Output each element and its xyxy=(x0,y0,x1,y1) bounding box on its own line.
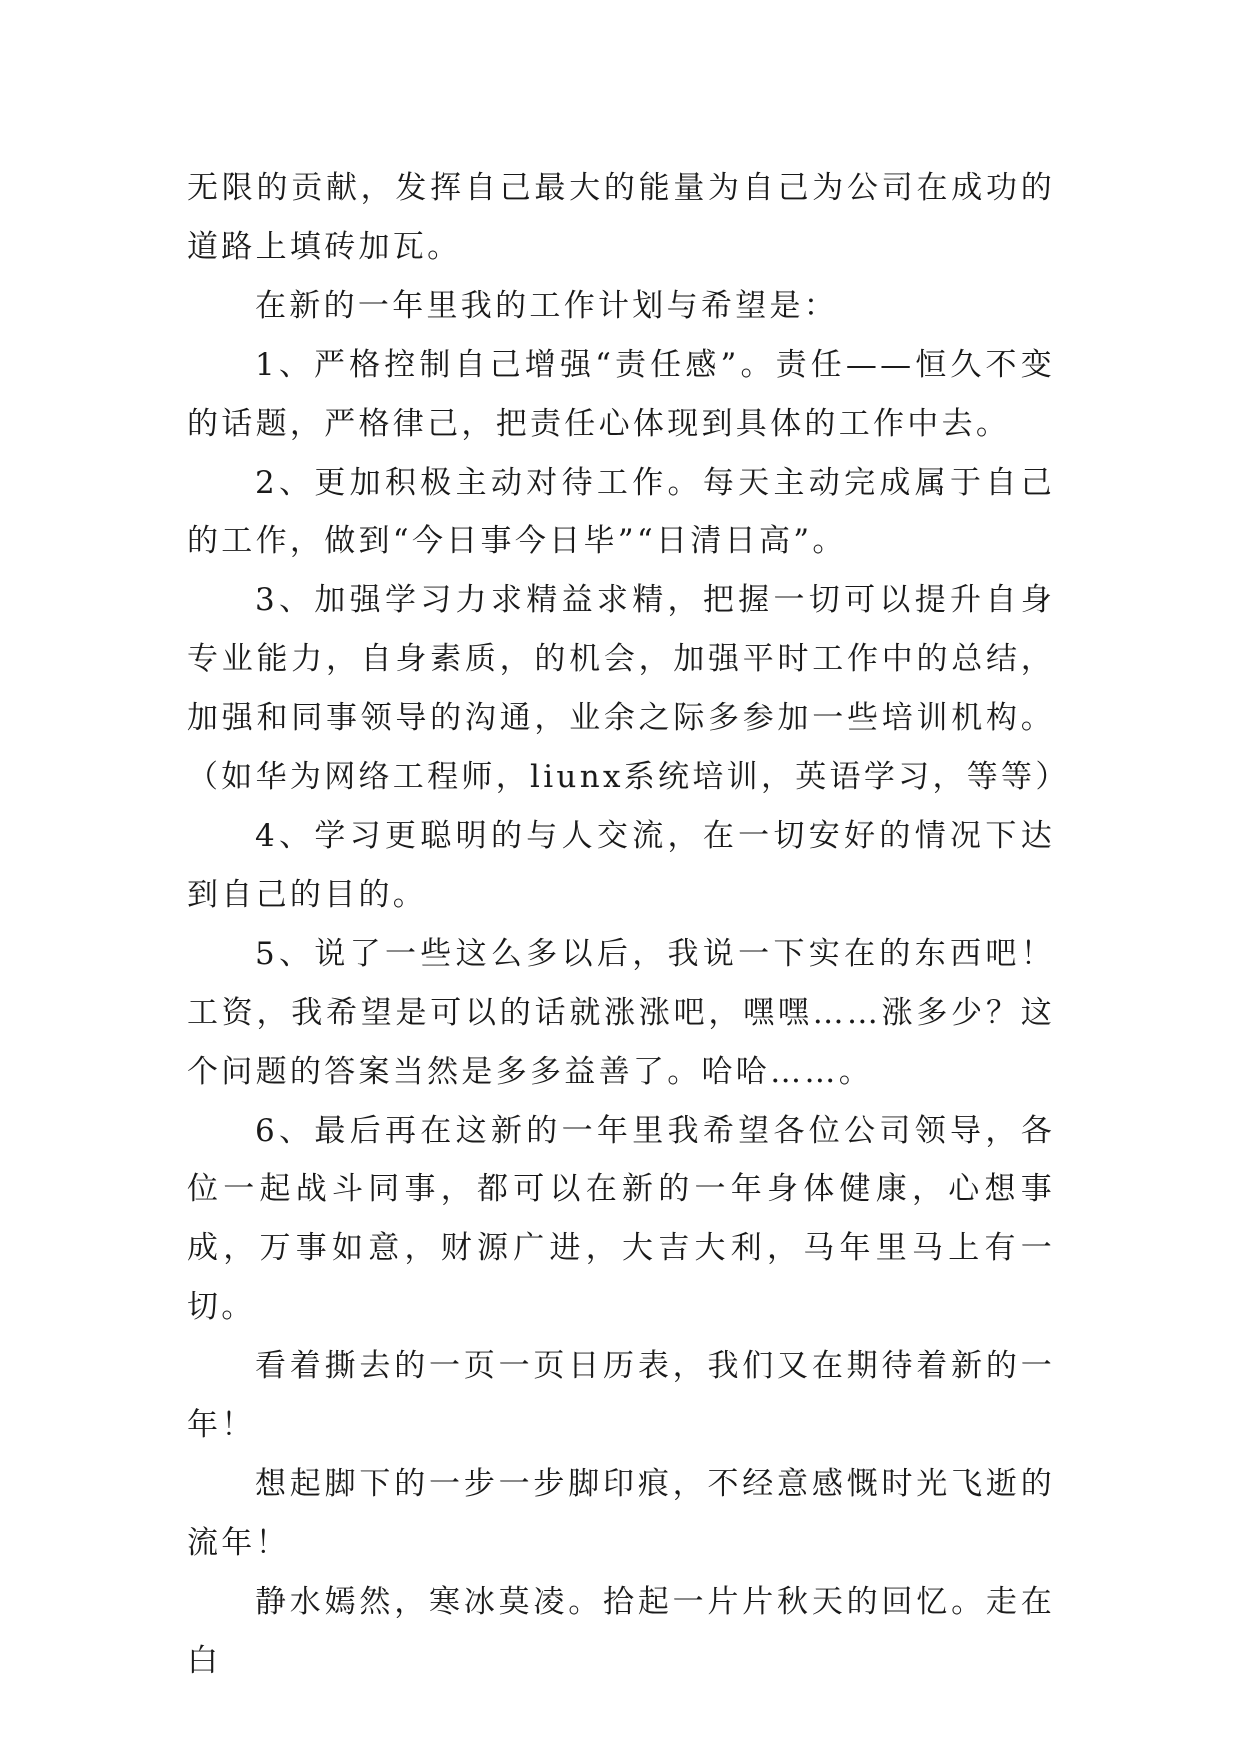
paragraph-item-1: 1、严格控制自己增强“责任感”。责任——恒久不变的话题，严格律己，把责任心体现到具体的工作中去。 xyxy=(187,346,1055,442)
paragraph-item-3: 3、加强学习力求精益求精，把握一切可以提升自身专业能力，自身素质，的机会，加强平时工作中的总结，加强和同事领导的沟通，业余之际多参加一些培训机构。（如华为网络工程师，liunx系统培训，英语学习，等等） xyxy=(187,582,1070,796)
paragraph-contribution: 无限的贡献，发挥自己最大的能量为自己为公司在成功的道路上填砖加瓦。 xyxy=(187,170,1055,265)
paragraph-autumn: 静水嫣然，寒冰莫凌。拾起一片片秋天的回忆。走在白 xyxy=(187,1583,1055,1679)
paragraph-item-6: 6、最后再在这新的一年里我希望各位公司领导，各位一起战斗同事，都可以在新的一年身体健康，心想事成，万事如意，财源广进，大吉大利，马年里马上有一切。 xyxy=(187,1112,1055,1326)
paragraph-item-4: 4、学习更聪明的与人交流，在一切安好的情况下达到自己的目的。 xyxy=(187,817,1055,913)
document-body xyxy=(187,159,1070,1691)
paragraph-plan-intro: 在新的一年里我的工作计划与希望是： xyxy=(255,287,839,324)
paragraph-footprints: 想起脚下的一步一步脚印痕，不经意感慨时光飞逝的流年！ xyxy=(187,1465,1055,1561)
paragraph-item-5: 5、说了一些这么多以后，我说一下实在的东西吧！工资，我希望是可以的话就涨涨吧，嘿嘿……涨多少？这个问题的答案当然是多多益善了。哈哈……。 xyxy=(187,935,1055,1090)
paragraph-item-2: 2、更加积极主动对待工作。每天主动完成属于自己的工作，做到“今日事今日毕”“日清日高”。 xyxy=(187,464,1055,560)
paragraph-calendar: 看着撕去的一页一页日历表，我们又在期待着新的一年！ xyxy=(187,1348,1055,1444)
